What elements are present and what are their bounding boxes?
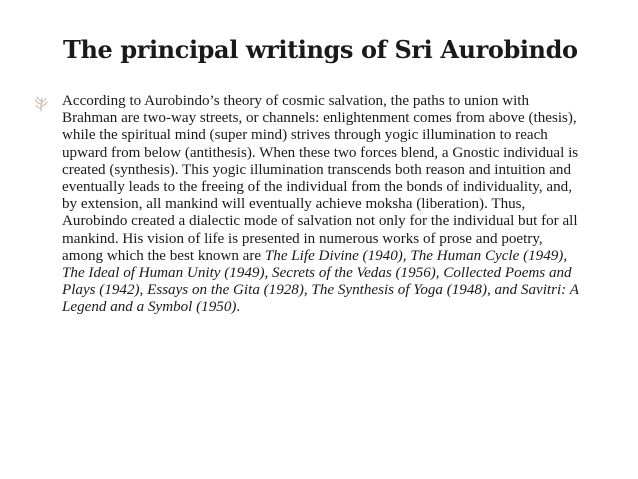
paragraph-end: .	[236, 299, 241, 316]
slide-title: The principal writings of Sri Aurobindo	[63, 35, 578, 64]
paragraph-text: According to Aurobindo’s theory of cosmic salvation, the paths to union with Brahman are two-way streets, or channels: enlightenment comes from above (thesis), while the spiritual mind (super mind) strives through yogic illumination to reach upward from below (antithesis). When these two forces blend, a Gnostic individual is created (synthesis). This yogic illumination transcends both reason and intuition and eventually leads to the freeing of the individual from the bonds of individuality, and, by extension, all mankind will eventually achieve moksha (liberation). Thus, Aurobindo created a dialectic mode of salvation not only for the individual but for all mankind. His vision of life is presented in numerous works of prose and poetry, among which the best known are	[62, 93, 579, 264]
leaf-bullet-icon	[34, 96, 48, 112]
body-paragraph	[62, 93, 587, 317]
works-list-italic: The Life Divine (1940), The Human Cycle (1949), The Ideal of Human Unity (1949), Secrets of the Vedas (1956), Collected Poems and Plays (1942), Essays on the Gita (1928), The Synthesis of Yoga (1948), and Savitri: A Legend and a Symbol (1950)	[62, 247, 579, 316]
